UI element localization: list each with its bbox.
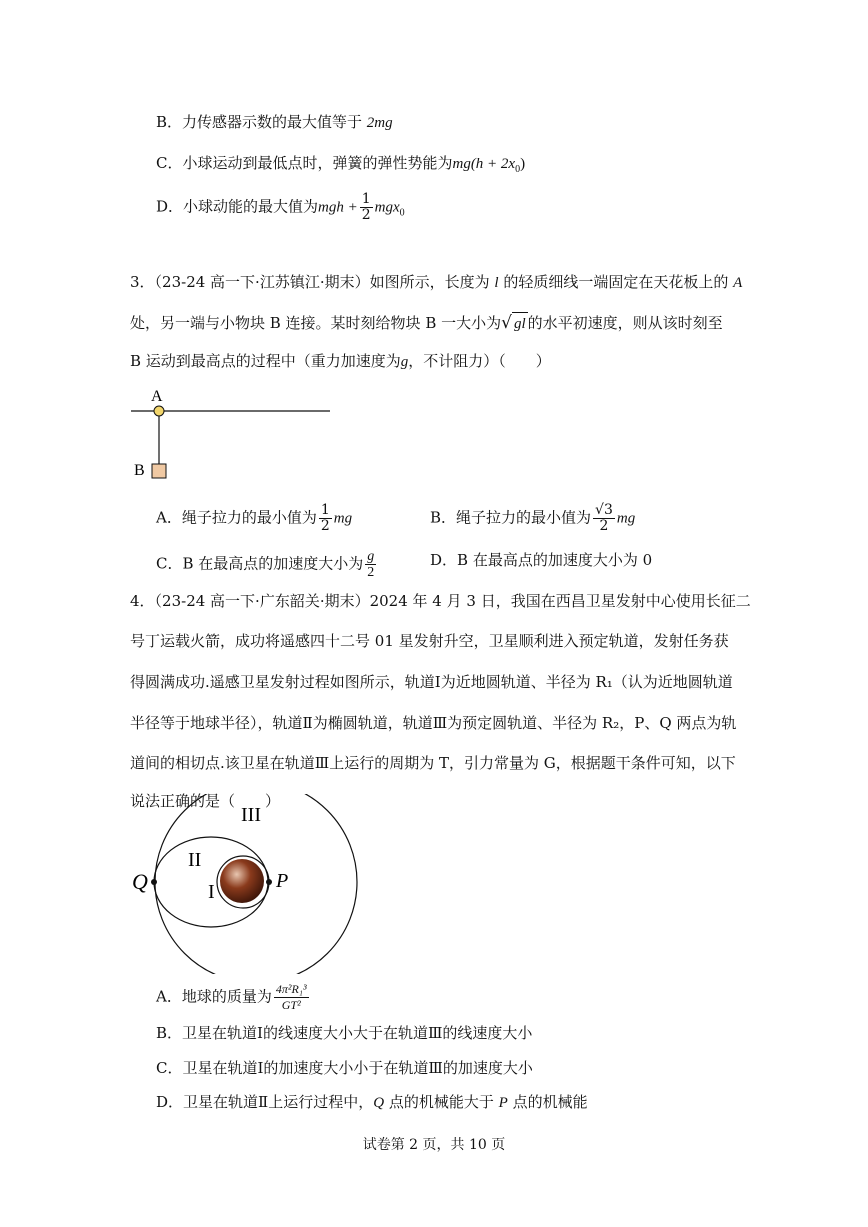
label-a: A bbox=[151, 388, 163, 405]
sqrt-symbol: √ bbox=[501, 313, 512, 333]
q2-option-d: D．小球动能的最大值为mgh + $\frac{1}{2}$ mgx$_0$ bbox=[156, 191, 405, 223]
q3-stem-line3: B 运动到最高点的过程中（重力加速度为g，不计阻力）（ ） bbox=[130, 352, 551, 370]
q4-option-c: C．卫星在轨道Ⅰ的加速度大小小于在轨道Ⅲ的加速度大小 bbox=[156, 1059, 533, 1077]
q3-figure bbox=[128, 384, 338, 484]
q4-option-d: D．卫星在轨道Ⅱ上运行过程中，Q 点的机械能大于 P 点的机械能 bbox=[156, 1093, 588, 1111]
q4-stem-line5: 道间的相切点.该卫星在轨道Ⅲ上运行的周期为 T，引力常量为 G，根据题干条件可知，以下 bbox=[130, 754, 736, 772]
q4-stem-line4: 半径等于地球半径），轨道Ⅱ为椭圆轨道，轨道Ⅲ为预定圆轨道、半径为 R₂，P、Q 两点为轨 bbox=[130, 714, 737, 732]
q4-stem-line1: 4．（23-24 高一下·广东韶关·期末）2024 年 4 月 3 日，我国在西昌卫星发射中心使用长征二 bbox=[130, 592, 751, 610]
q4-stem-line3: 得圆满成功.遥感卫星发射过程如图所示，轨道Ⅰ为近地圆轨道、半径为 R₁（认为近地圆轨道 bbox=[130, 673, 733, 691]
q3-option-b: B．绳子拉力的最小值为 $\frac{√3}{2}$ mg bbox=[430, 502, 636, 534]
q3-stem-line2: 处，另一端与小物块 B 连接。某时刻给物块 B 一大小为√ gl 的水平初速度，则从该时刻至 bbox=[130, 313, 723, 333]
label-i: I bbox=[208, 881, 215, 903]
q4-option-b: B．卫星在轨道Ⅰ的线速度大小大于在轨道Ⅲ的线速度大小 bbox=[156, 1024, 533, 1042]
point-q bbox=[151, 879, 157, 885]
q4-stem-line6: 说法正确的是（ ） bbox=[130, 792, 281, 810]
point-p bbox=[266, 879, 272, 885]
label-b: B bbox=[134, 462, 145, 479]
q4-stem-line2: 号丁运载火箭，成功将遥感四十二号 01 星发射升空，卫星顺利进入预定轨道，发射任务获 bbox=[130, 632, 729, 650]
earth bbox=[220, 859, 264, 903]
label-q: Q bbox=[132, 869, 148, 894]
page-footer: 试卷第 2 页，共 10 页 bbox=[362, 1137, 506, 1153]
q4-orbit-figure bbox=[128, 794, 368, 974]
point-a bbox=[154, 406, 164, 416]
q3-option-c: C．B 在最高点的加速度大小为 $\frac{g}{2}$ bbox=[156, 549, 375, 580]
q4-option-a: A．地球的质量为 $\frac{\text{4π²R₁³}}{\text{GT²}}$ bbox=[156, 982, 307, 1012]
fraction: $\frac{1}{2}$ bbox=[361, 191, 371, 223]
label-iii: III bbox=[241, 804, 261, 826]
q2-option-b: B．力传感器示数的最大值等于 2mg bbox=[156, 113, 393, 131]
label-p: P bbox=[276, 870, 289, 892]
q2-option-c: C．小球运动到最低点时，弹簧的弹性势能为$mg(h + 2x_0)$ bbox=[156, 154, 526, 175]
q3-option-d: D．B 在最高点的加速度大小为 0 bbox=[430, 551, 653, 569]
label-ii: II bbox=[188, 849, 202, 871]
q3-option-a: A．绳子拉力的最小值为 $\frac{1}{2}$ mg bbox=[156, 502, 353, 534]
q3-stem-line1: 3．（23-24 高一下·江苏镇江·期末）如图所示，长度为 l 的轻质细线一端固定在天花板上的 A bbox=[130, 273, 743, 291]
block-b bbox=[152, 464, 166, 478]
